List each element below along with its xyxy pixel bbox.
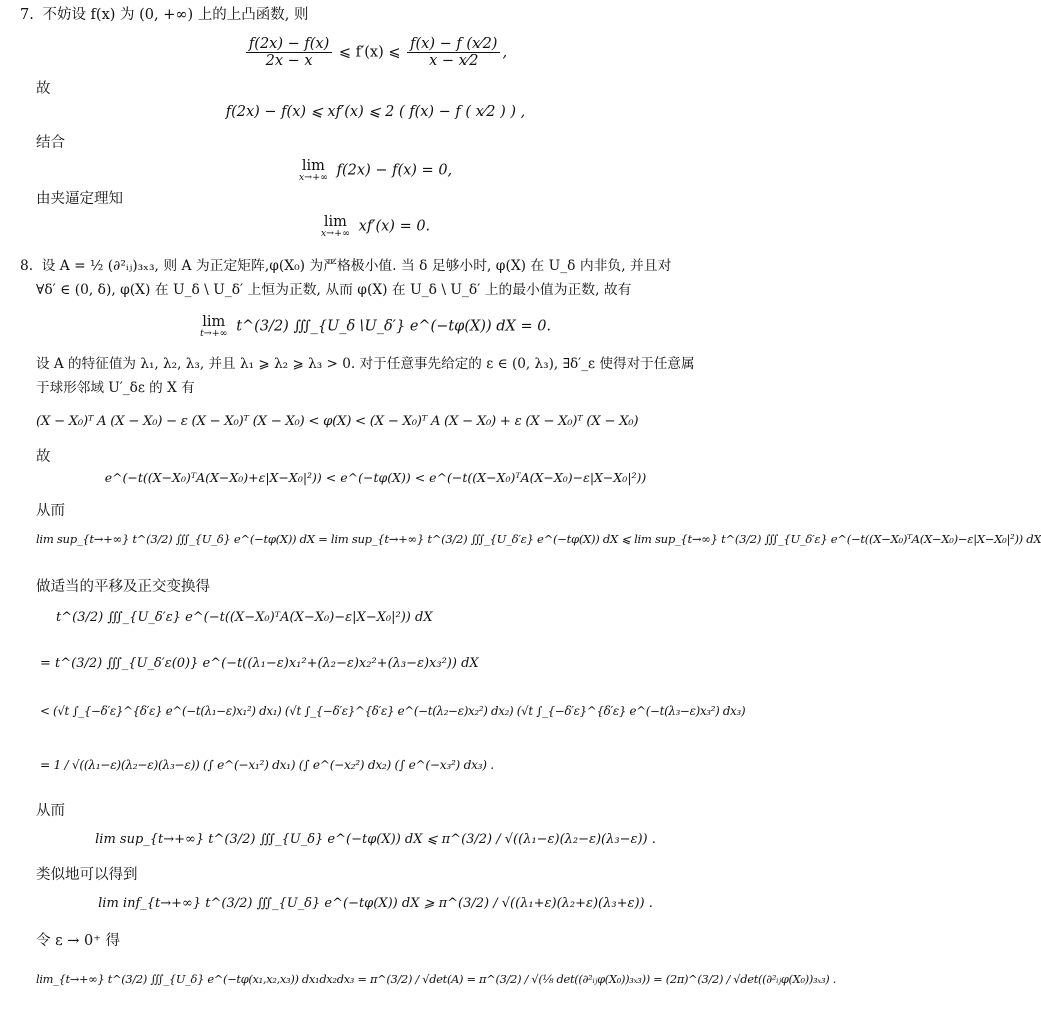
p7-eq4-sub: x→+∞ (320, 228, 351, 239)
p8-step-3: < (√t ∫_{−δ′ε}^{δ′ε} e^(−t(λ₁−ε)x₁²) dx₁) (√t ∫_{−δ′ε}^{δ′ε} e^(−t(λ₂−ε)x₂²) dx₂) (√t ∫_{−δ′ε}^{δ′ε} e^(−t(λ₃−ε)x₃²) dx₃) (40, 704, 746, 718)
p8-line-4: 于球形邻域 U′_δε 的 X 有 (36, 380, 195, 396)
p7-eq1-lhs-den: 2x − x (265, 53, 313, 69)
problem-8-line-1 (20, 258, 671, 275)
p7-eq3-lim: lim (301, 158, 325, 174)
p8-word-congr: 从而 (36, 503, 65, 519)
p8-eq1-body: t^(3/2) ∭_{U_δ∖U_δ′} e^(−tφ(X)) dX = 0. (236, 318, 552, 335)
p7-inequality-1 (0, 36, 751, 69)
p7-eq4-body: xf′(x) = 0. (358, 218, 431, 235)
p7-eq1-rhs-num: f(x) − f (x⁄2) (407, 36, 500, 53)
p7-eq4-lim: lim (323, 214, 347, 230)
p8-result-lower: lim inf_{t→+∞} t^(3/2) ∭_{U_δ} e^(−tφ(X)) dX ⩾ π^(3/2) / √((λ₁+ε)(λ₂+ε)(λ₃+ε)) . (98, 896, 653, 911)
p8-word-congr-2: 从而 (36, 803, 65, 819)
p7-eq1-mid: ⩽ f′(x) ⩽ (338, 44, 401, 61)
p8-step-1: t^(3/2) ∭_{U_δ′ε} e^(−t((X−X₀)ᵀA(X−X₀)−ε|X−X₀|²)) dX (56, 610, 433, 625)
p7-eq3-body: f(2x) − f(x) = 0, (336, 162, 453, 179)
p8-limsup-chain: lim sup_{t→+∞} t^(3/2) ∭_{U_δ} e^(−tφ(X)) dX = lim sup_{t→+∞} t^(3/2) ∭_{U_δ′ε} e^(−tφ(X)) dX ⩽ lim sup_{t→∞} t^(3/2) ∭_{U_δ′ε} e^(−t((X−X₀)ᵀA(X−X₀)−ε|X−X₀|²)) dX (36, 532, 1041, 546)
p7-eq1-tail: , (502, 44, 508, 61)
p8-final-result: lim_{t→+∞} t^(3/2) ∭_{U_δ} e^(−tφ(x₁,x₂,x₃)) dx₁dx₂dx₃ = π^(3/2) / √det(A) = π^(3/2) / √(⅛ det((∂²ᵢⱼφ(X₀))₃ₓ₃)) = (2π)^(3/2) / √det((∂²ᵢⱼφ(X₀))₃ₓ₃) . (36, 972, 837, 986)
p8-step-2: = t^(3/2) ∭_{U_δ′ε(0)} e^(−t((λ₁−ε)x₁²+(λ₂−ε)x₂²+(λ₃−ε)x₃²)) dX (40, 656, 479, 671)
p8-line-3: 设 A 的特征值为 λ₁, λ₂, λ₃, 并且 λ₁ ⩾ λ₂ ⩾ λ₃ > 0. 对于任意事先给定的 ε ∈ (0, λ₃), ∃δ′_ε 使得对于任意属 (36, 356, 695, 372)
p7-eq1-lhs-num: f(2x) − f(x) (246, 36, 332, 53)
p8-eq1-lim: lim (202, 314, 226, 330)
p7-word-gu: 故 (36, 81, 51, 97)
p8-word-zuo: 做适当的平移及正交变换得 (36, 579, 210, 595)
p8-inequality: (X − X₀)ᵀ A (X − X₀) − ε (X − X₀)ᵀ (X − X₀) < φ(X) < (X − X₀)ᵀ A (X − X₀) + ε (X − X₀)ᵀ (X − X₀) (36, 414, 639, 429)
p8-result-upper: lim sup_{t→+∞} t^(3/2) ∭_{U_δ} e^(−tφ(X)) dX ⩽ π^(3/2) / √((λ₁−ε)(λ₂−ε)(λ₃−ε)) . (95, 832, 656, 847)
p8-line-2: ∀δ′ ∈ (0, δ), φ(X) 在 U_δ \ U_δ′ 上恒为正数, 从而 φ(X) 在 U_δ \ U_δ′ 上的最小值为正数, 故有 (36, 282, 632, 298)
p8-line1-text: 设 A = ½ (∂²ᵢⱼ)₃ₓ₃, 则 A 为正定矩阵,φ(X₀) 为严格极小值. 当 δ 足够小时, φ(X) 在 U_δ 内非负, 并且对 (41, 258, 672, 274)
p8-eq1-sub: t→+∞ (199, 328, 228, 339)
problem-8-number: 8. (20, 258, 34, 274)
p7-eq1-rhs-den: x − x⁄2 (429, 53, 479, 69)
p7-limit-1 (0, 158, 751, 183)
p8-step-4: = 1 / √((λ₁−ε)(λ₂−ε)(λ₃−ε)) (∫ e^(−x₁²) dx₁) (∫ e^(−x₂²) dx₂) (∫ e^(−x₃²) dx₃) . (40, 758, 494, 772)
problem-7-intro-text: 不妨设 f(x) 为 (0, +∞) 上的上凸函数, 则 (42, 7, 309, 23)
p8-word-ling: 令 ε → 0⁺ 得 (36, 933, 120, 949)
problem-7-number: 7. (20, 7, 34, 23)
p8-limit-zero (0, 314, 751, 339)
p8-word-gu: 故 (36, 449, 51, 465)
p8-exp-inequality: e^(−t((X−X₀)ᵀA(X−X₀)+ε|X−X₀|²)) < e^(−tφ(X)) < e^(−t((X−X₀)ᵀA(X−X₀)−ε|X−X₀|²)) (104, 470, 647, 485)
p8-word-lei: 类似地可以得到 (36, 867, 138, 883)
p7-word-jia: 由夹逼定理知 (36, 191, 123, 207)
problem-7-intro (20, 6, 308, 24)
p7-eq3-sub: x→+∞ (298, 172, 329, 183)
p7-limit-2 (0, 214, 751, 239)
p7-word-jiehe: 结合 (36, 135, 65, 151)
p7-inequality-2: f(2x) − f(x) ⩽ xf′(x) ⩽ 2 ( f(x) − f ( x⁄2 ) ) , (225, 104, 526, 120)
